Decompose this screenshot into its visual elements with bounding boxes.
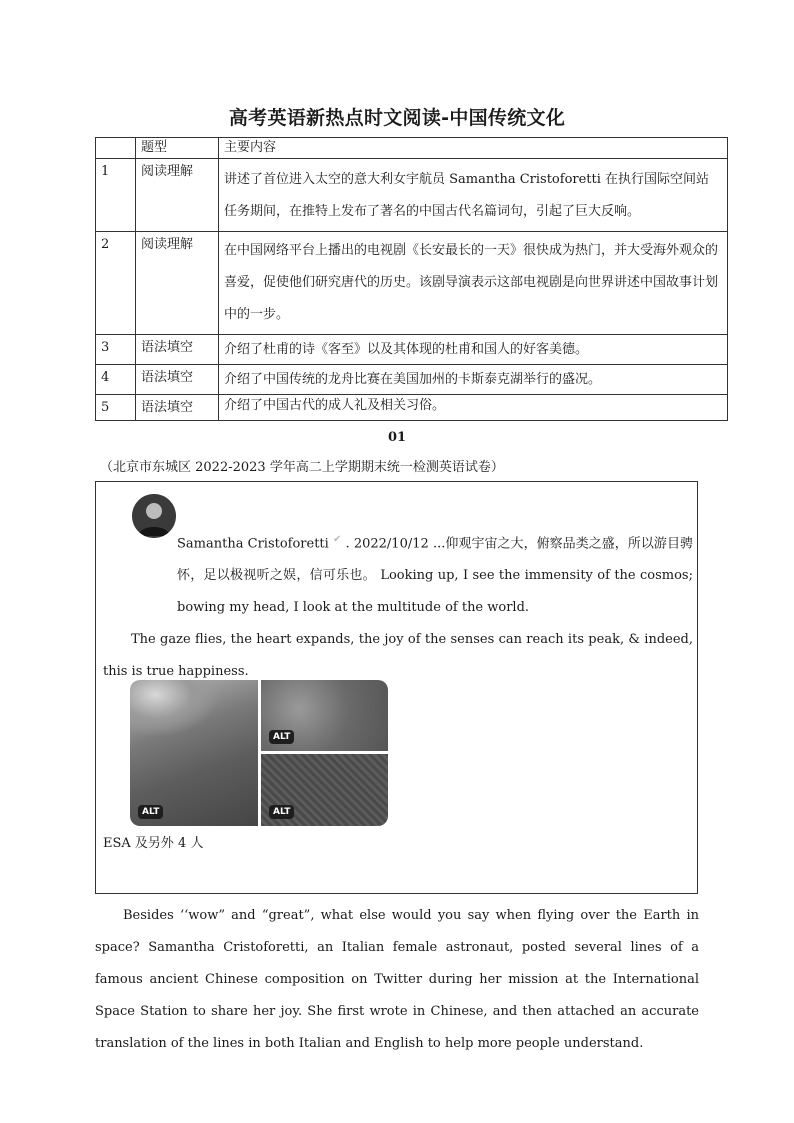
row-content: 在中国网络平台上播出的电视剧《长安最长的一天》很快成为热门，并大受海外观众的喜爱，促使他们研究唐代的历史。该剧导演表示这部电视剧是向世界讲述中国故事计划中的一步。 xyxy=(219,232,728,335)
row-number: 1 xyxy=(96,159,136,232)
header-question-type: 题型 xyxy=(136,138,219,159)
row-number: 2 xyxy=(96,232,136,335)
row-content: 介绍了中国古代的成人礼及相关习俗。 xyxy=(219,395,728,421)
row-content: 介绍了杜甫的诗《客至》以及其体现的杜甫和国人的好客美德。 xyxy=(219,335,728,365)
section-number: 01 xyxy=(387,430,407,445)
tweet-text xyxy=(103,524,693,688)
alt-badge[interactable]: ALT xyxy=(269,730,294,744)
city-photo-bottom[interactable] xyxy=(261,754,388,826)
table-row xyxy=(96,232,728,335)
table-row xyxy=(96,335,728,365)
row-type: 语法填空 xyxy=(136,335,219,365)
tweet-paragraph-2: The gaze flies, the heart expands, the joy of the senses can reach its peak, & indeed, this is true happiness. xyxy=(103,632,693,680)
tweet-screenshot xyxy=(95,481,698,894)
earth-photo[interactable] xyxy=(130,680,258,826)
tweet-text-en: Looking up, I see the immensity of the cosmos; bowing my head, I look at the multitude of the world. xyxy=(177,568,693,616)
row-type: 语法填空 xyxy=(136,395,219,421)
table-row xyxy=(96,395,728,421)
alt-badge[interactable]: ALT xyxy=(138,805,163,819)
header-main-content: 主要内容 xyxy=(219,138,728,159)
row-number: 3 xyxy=(96,335,136,365)
table-row xyxy=(96,365,728,395)
tweet-author[interactable]: Samantha Cristoforetti xyxy=(177,536,329,552)
row-number: 4 xyxy=(96,365,136,395)
tagged-users: ESA 及另外 4 人 xyxy=(103,836,204,851)
article-body: Besides ‘‘wow” and “great”, what else would you say when flying over the Earth in space? Samantha Cristoforetti, an Italian female astronaut, posted several lines of a famous ancient Chinese composition on Twitter during her mission at the International Space Station to share her joy. She first wrote in Chinese, and then attached an accurate translation of the lines in both Italian and English to help more people understand. xyxy=(95,908,699,1051)
photo-grid xyxy=(130,680,388,826)
row-type: 阅读理解 xyxy=(136,159,219,232)
tweet-date: . 2022/10/12 ... xyxy=(345,536,446,552)
page-title: 高考英语新热点时文阅读-中国传统文化 xyxy=(228,107,566,129)
header-number xyxy=(96,138,136,159)
verified-icon: ✔ xyxy=(332,534,342,545)
row-content: 讲述了首位进入太空的意大利女宇航员 Samantha Cristoforetti 在执行国际空间站任务期间，在推特上发布了著名的中国古代名篇词句，引起了巨大反响。 xyxy=(219,159,728,232)
table-row xyxy=(96,159,728,232)
city-photo-top[interactable] xyxy=(261,680,388,751)
row-number: 5 xyxy=(96,395,136,421)
tweet-text-zh: 仰观宇宙之大，俯察品类之盛，所以游目骋怀，足以极视听之娱，信可乐也。 xyxy=(177,536,693,584)
row-type: 语法填空 xyxy=(136,365,219,395)
table-header-row xyxy=(96,138,728,159)
row-type: 阅读理解 xyxy=(136,232,219,335)
alt-badge[interactable]: ALT xyxy=(269,805,294,819)
row-content: 介绍了中国传统的龙舟比赛在美国加州的卡斯泰克湖举行的盛况。 xyxy=(219,365,728,395)
summary-table xyxy=(95,137,728,421)
source-citation: （北京市东城区 2022-2023 学年高二上学期期末统一检测英语试卷） xyxy=(100,460,504,475)
